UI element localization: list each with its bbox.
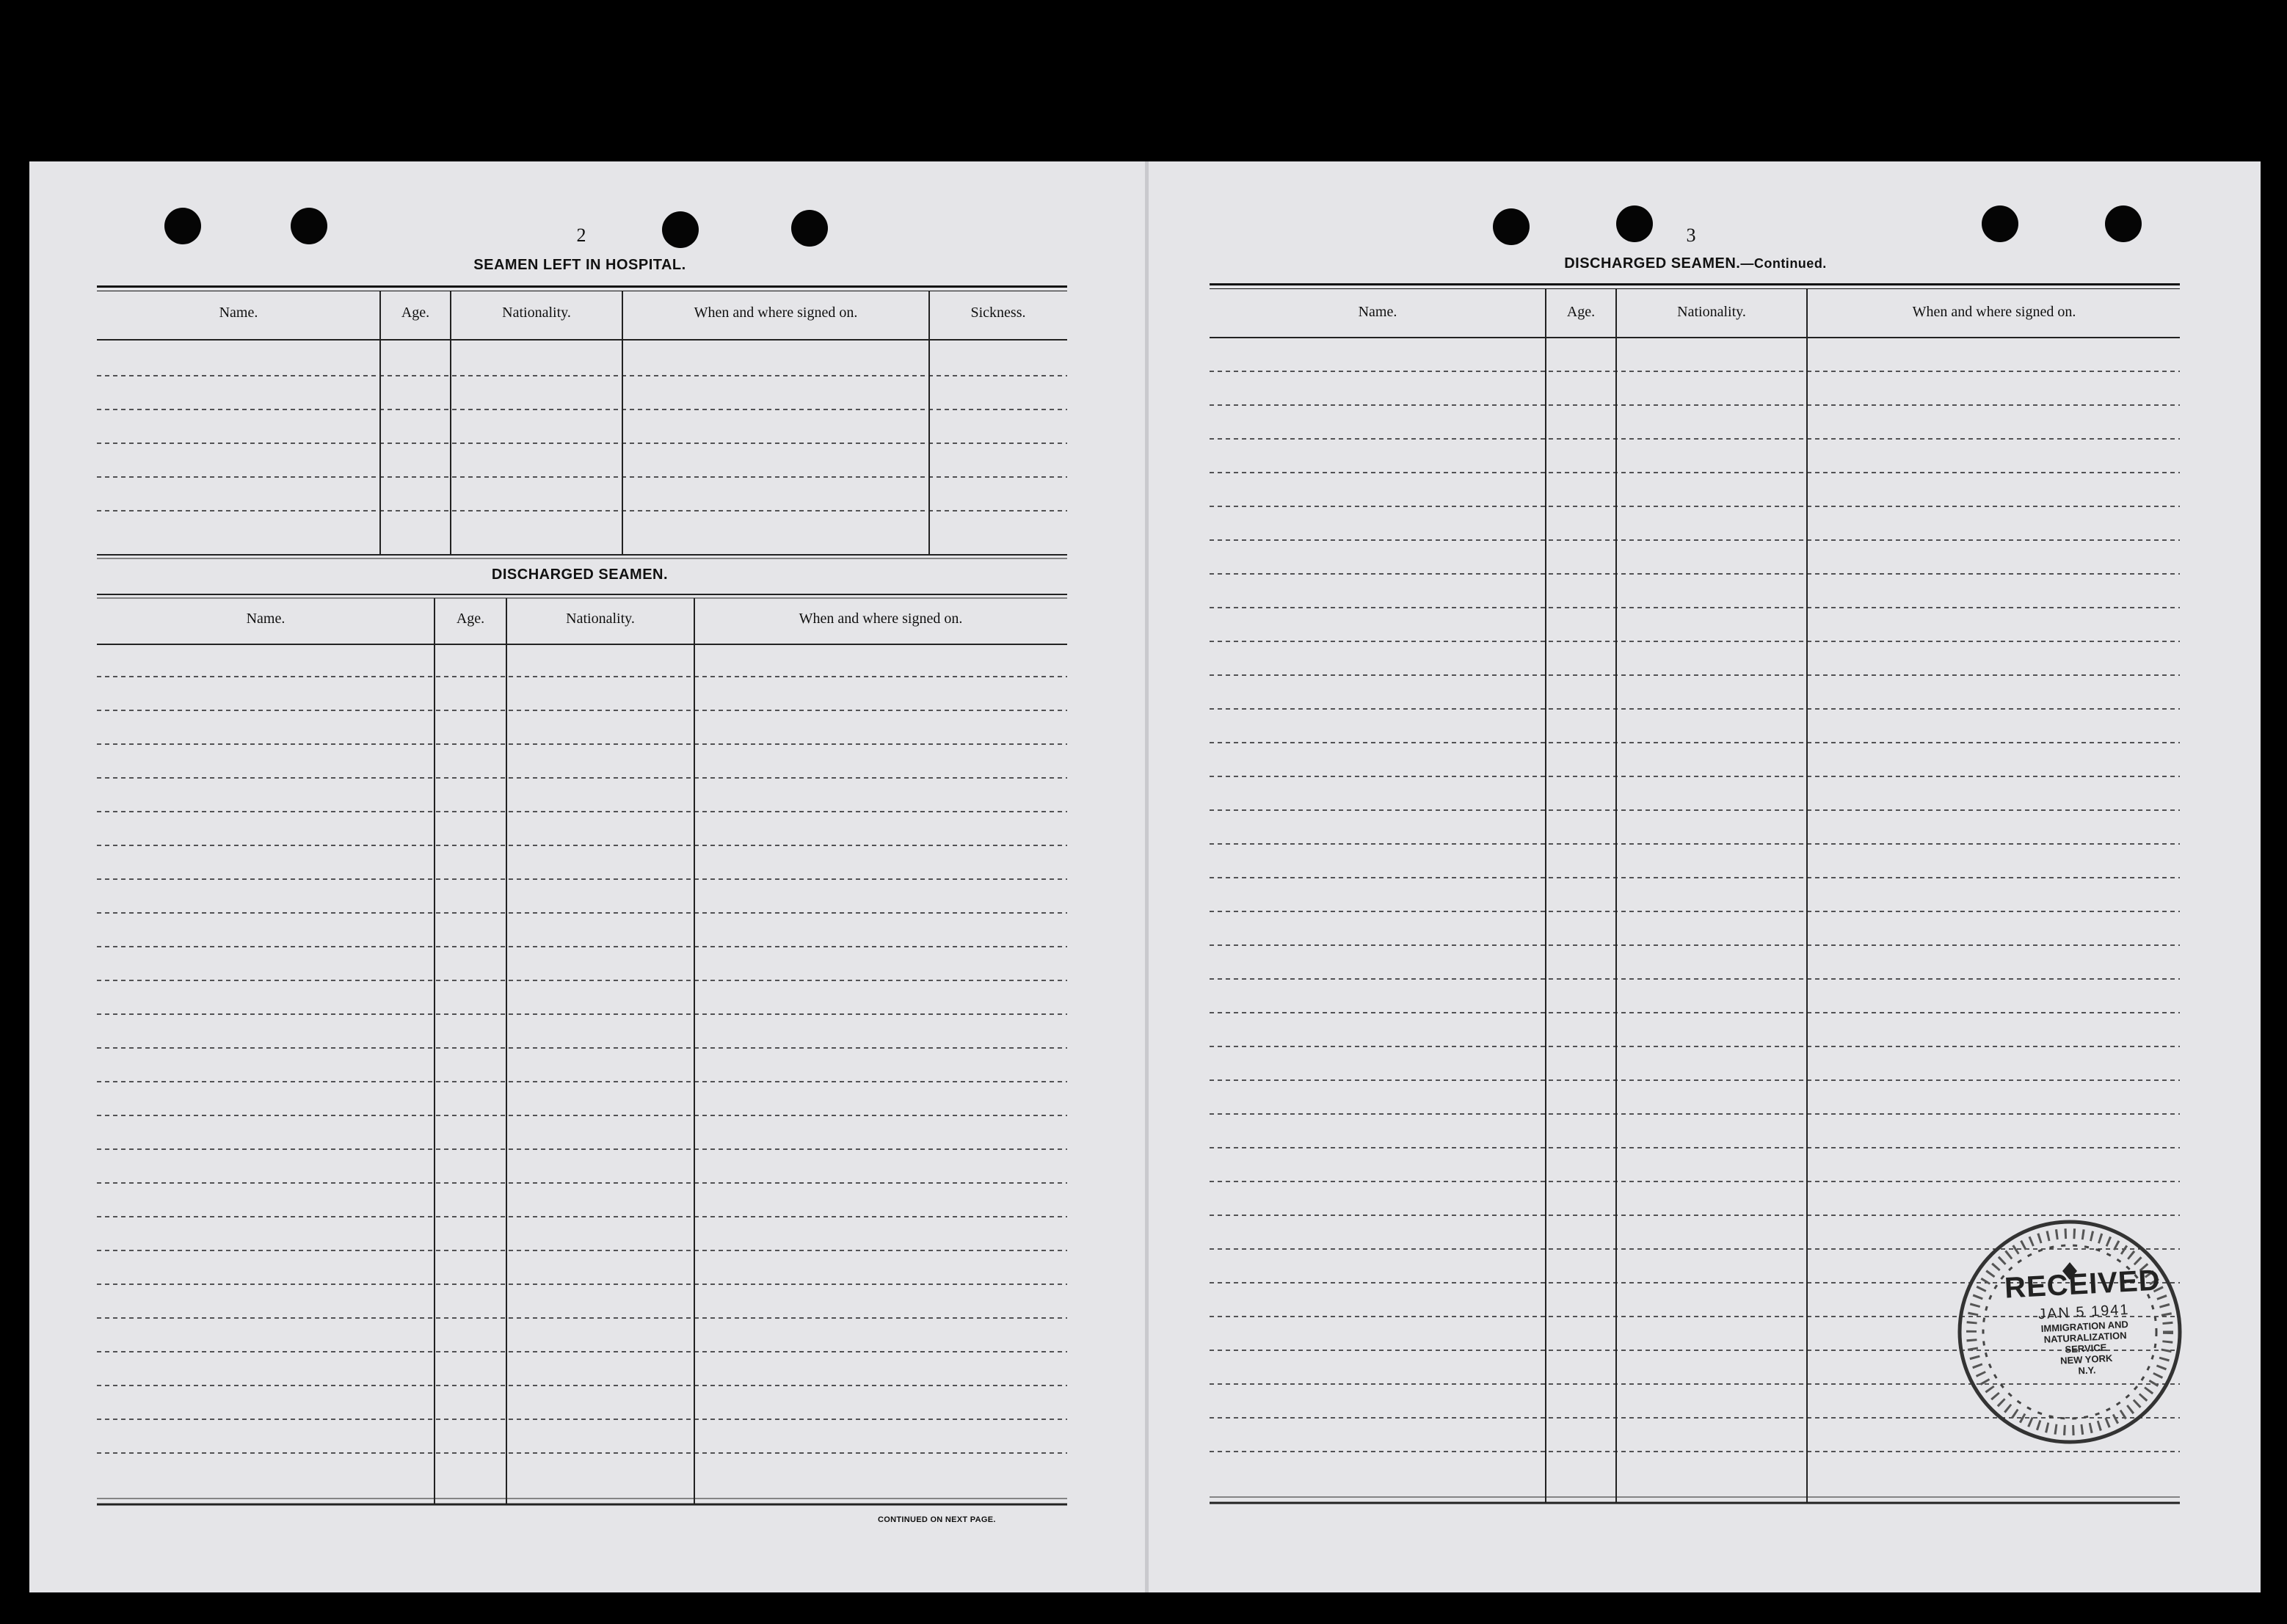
page-number: 2 bbox=[576, 225, 586, 246]
column-header-signed-on: When and where signed on. bbox=[694, 305, 858, 321]
column-header-nationality: Nationality. bbox=[566, 611, 635, 627]
section-title-main: DISCHARGED SEAMEN. bbox=[1564, 255, 1741, 272]
column-header-sickness: Sickness. bbox=[970, 305, 1026, 321]
section-title-suffix: —Continued. bbox=[1740, 256, 1827, 271]
column-header-nationality: Nationality. bbox=[502, 305, 571, 321]
received-stamp-text bbox=[2001, 1264, 2167, 1380]
column-header-name: Name. bbox=[219, 305, 258, 321]
column-header-name: Name. bbox=[246, 611, 286, 627]
stamp-line: NEW YORK bbox=[2059, 1352, 2113, 1366]
column-header-age: Age. bbox=[1566, 304, 1596, 320]
section-title-discharged: DISCHARGED SEAMEN. bbox=[491, 567, 669, 583]
column-header-age: Age. bbox=[401, 305, 430, 321]
column-header-signed-on: When and where signed on. bbox=[799, 611, 963, 627]
stamp-date: JAN 5 1941 bbox=[2037, 1301, 2131, 1323]
page-number: 3 bbox=[1686, 225, 1696, 246]
column-header-name: Name. bbox=[1358, 304, 1397, 320]
column-header-signed-on: When and where signed on. bbox=[1912, 304, 2076, 320]
section-title-hospital: SEAMEN LEFT IN HOSPITAL. bbox=[473, 257, 686, 273]
stamp-line: N.Y. bbox=[2078, 1364, 2096, 1377]
column-header-nationality: Nationality. bbox=[1677, 304, 1746, 320]
stamp-line: IMMIGRATION AND bbox=[2040, 1318, 2129, 1335]
continued-note: CONTINUED ON NEXT PAGE. bbox=[878, 1515, 996, 1524]
stamp-received: RECEIVED bbox=[2004, 1264, 2161, 1305]
stamp-line: SERVICE bbox=[2065, 1341, 2107, 1355]
stamp-line: NATURALIZATION bbox=[2043, 1330, 2127, 1345]
column-header-age: Age. bbox=[456, 611, 485, 627]
